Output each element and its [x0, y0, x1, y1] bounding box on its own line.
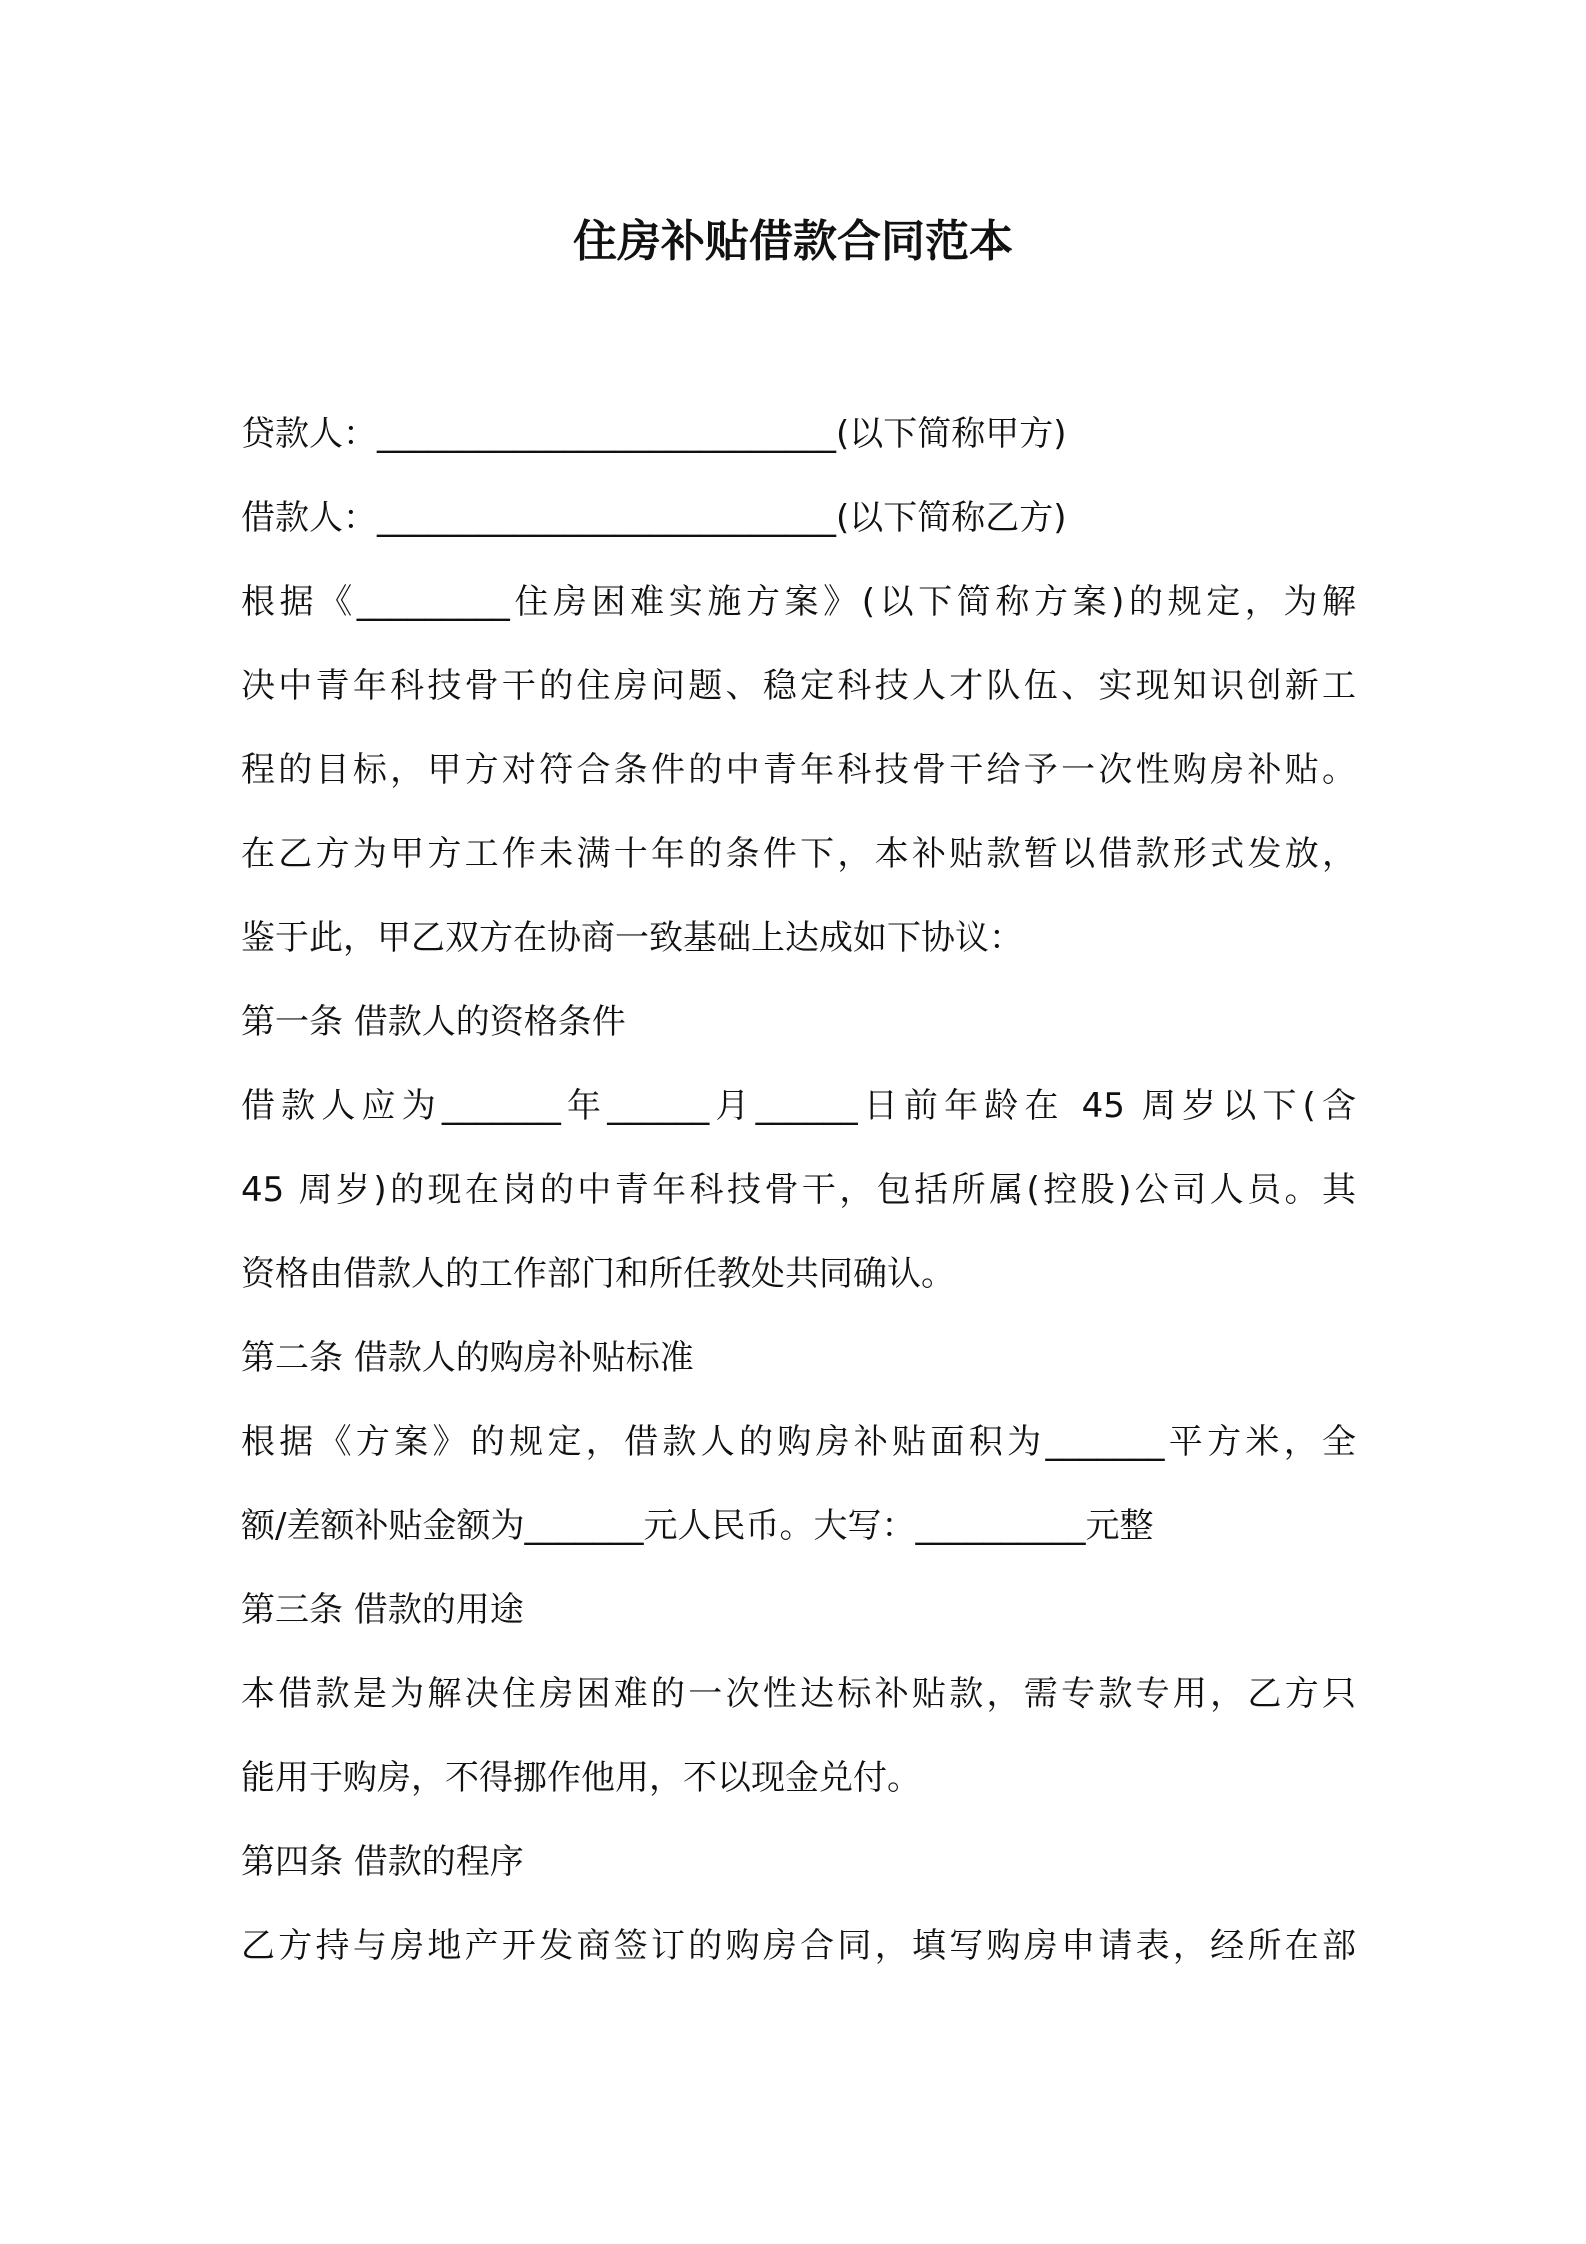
article-1-line-1: 借款人应为_______年______月______日前年龄在 45 周岁以下(含	[241, 1086, 1356, 1126]
article-2-heading: 第二条 借款人的购房补贴标准	[241, 1338, 694, 1378]
article-3-line-2: 能用于购房，不得挪作他用，不以现金兑付。	[241, 1758, 921, 1798]
preamble-line-2: 决中青年科技骨干的住房问题、稳定科技人才队伍、实现知识创新工	[241, 666, 1356, 706]
article-3-line-1: 本借款是为解决住房困难的一次性达标补贴款，需专款专用，乙方只	[241, 1674, 1356, 1714]
preamble-line-1: 根据《_________住房困难实施方案》(以下简称方案)的规定，为解	[241, 582, 1356, 622]
article-4-heading: 第四条 借款的程序	[241, 1842, 524, 1882]
article-3-heading: 第三条 借款的用途	[241, 1590, 524, 1630]
lender-line: 贷款人：___________________________(以下简称甲方)	[241, 414, 1067, 454]
article-4-line-1: 乙方持与房地产开发商签订的购房合同，填写购房申请表，经所在部	[241, 1926, 1356, 1966]
article-2-line-1: 根据《方案》的规定，借款人的购房补贴面积为_______平方米，全	[241, 1422, 1356, 1462]
article-1-heading: 第一条 借款人的资格条件	[241, 1002, 626, 1042]
preamble-line-4: 在乙方为甲方工作未满十年的条件下，本补贴款暂以借款形式发放，	[241, 834, 1356, 874]
borrower-line: 借款人：___________________________(以下简称乙方)	[241, 498, 1067, 538]
article-1-line-3: 资格由借款人的工作部门和所任教处共同确认。	[241, 1254, 955, 1294]
preamble-line-3: 程的目标，甲方对符合条件的中青年科技骨干给予一次性购房补贴。	[241, 750, 1356, 790]
preamble-line-5: 鉴于此，甲乙双方在协商一致基础上达成如下协议：	[241, 918, 1023, 958]
article-1-line-2: 45 周岁)的现在岗的中青年科技骨干，包括所属(控股)公司人员。其	[241, 1170, 1356, 1210]
document-title: 住房补贴借款合同范本	[573, 216, 1013, 267]
article-2-line-2: 额/差额补贴金额为_______元人民币。大写：__________元整	[241, 1506, 1154, 1546]
